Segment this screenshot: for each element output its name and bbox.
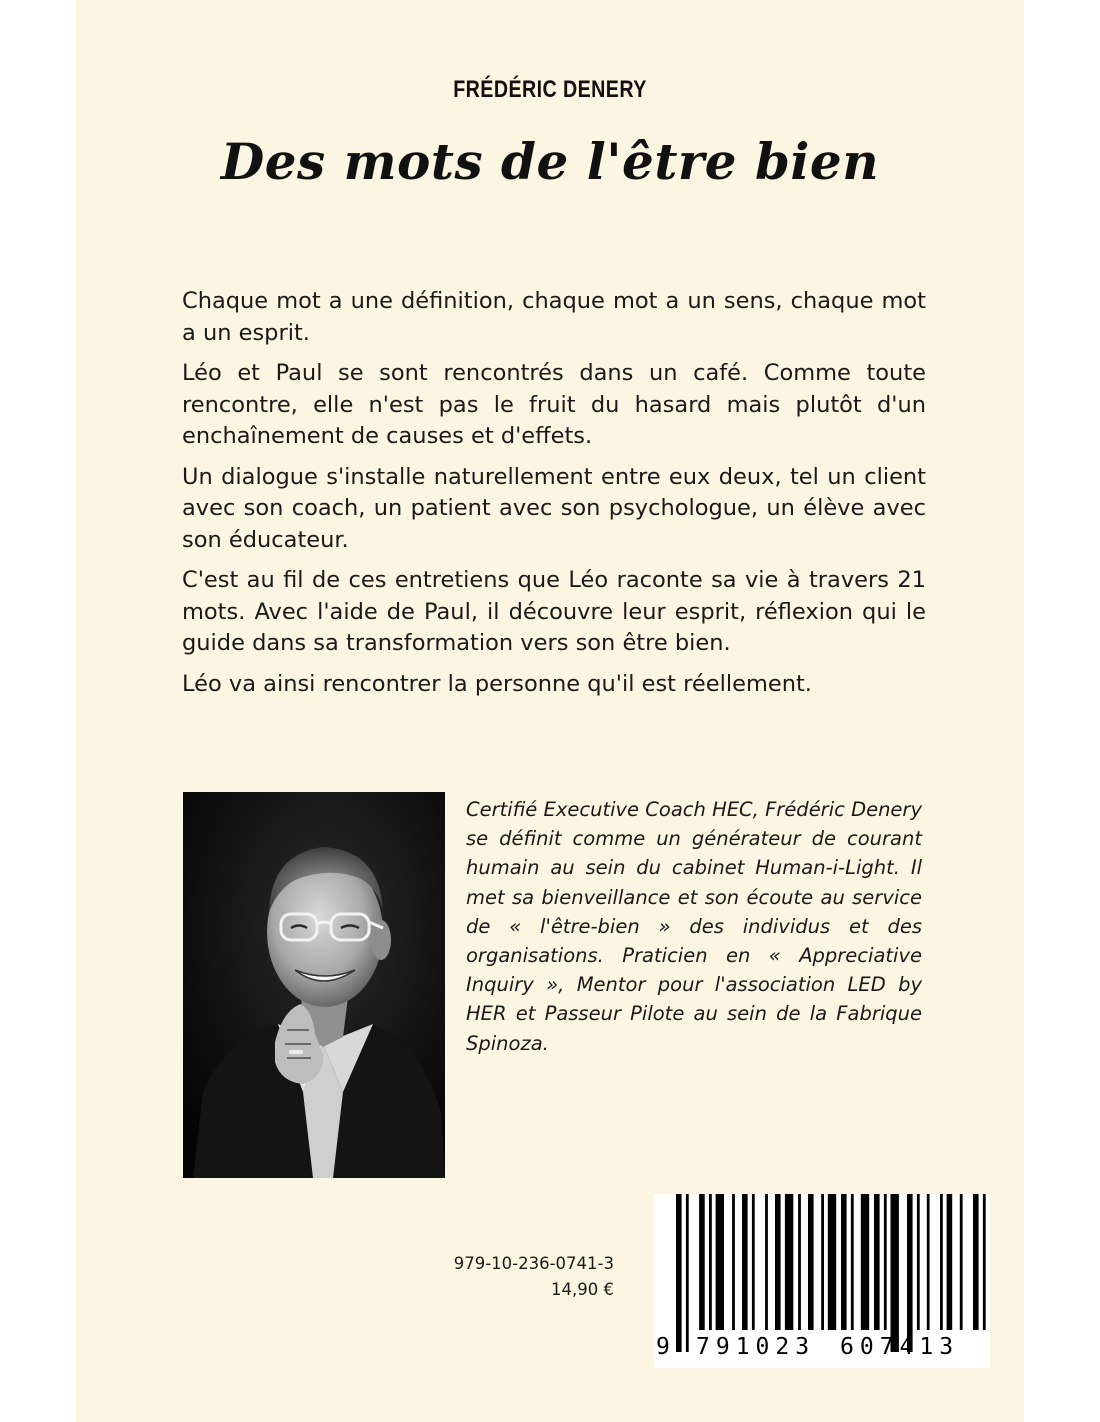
barcode-bar — [927, 1194, 930, 1330]
barcode-digits-left: 791023 — [696, 1334, 816, 1360]
book-title: Des mots de l'être bien — [220, 132, 880, 191]
blurb-paragraph: Léo va ainsi rencontrer la personne qu'il est réellement. — [182, 670, 812, 697]
barcode-bar — [891, 1194, 899, 1352]
barcode-bar — [960, 1194, 963, 1330]
barcode-bar — [841, 1194, 847, 1330]
barcode-bar — [785, 1194, 793, 1330]
author-photo — [183, 792, 445, 1178]
blurb-paragraph: Un dialogue s'installe naturellement entre eux deux, tel un client avec son coach, un patient avec son psychologue, un élève avec son éducateur. — [182, 463, 926, 553]
barcode-bar — [874, 1194, 880, 1330]
barcode-bar — [983, 1194, 986, 1330]
barcode-digits — [654, 1332, 990, 1362]
barcode-digit-first: 9 — [656, 1334, 670, 1360]
isbn-price-block — [454, 1251, 614, 1303]
barcode-bar — [828, 1194, 836, 1330]
barcode-bar — [884, 1194, 887, 1330]
barcode-bar — [742, 1194, 748, 1330]
barcode-bar — [686, 1194, 689, 1352]
blurb — [182, 286, 926, 709]
author-portrait-image — [183, 792, 445, 1178]
barcode-bar — [775, 1194, 781, 1330]
barcode-bar — [798, 1194, 801, 1330]
barcode-bar — [716, 1194, 724, 1330]
barcode — [654, 1194, 990, 1368]
back-cover — [76, 0, 1024, 1422]
barcode-bar — [917, 1194, 920, 1330]
barcode-bar — [709, 1194, 712, 1330]
barcode-bar — [808, 1194, 814, 1330]
author-bio: Certifié Executive Coach HEC, Frédéric Denery se définit comme un générateur de courant humain au sein du cabinet Human-i-Light. Il met sa bienveillance et son écoute au service de « l'être-bien » des individus et des organisations. Praticien en « Appreciative Inquiry », Mentor pour l'association LED by HER et Passeur Pilote au sein de la Fabrique Spinoza. — [466, 798, 922, 1055]
barcode-bar — [752, 1194, 755, 1330]
barcode-digits-right: 607413 — [840, 1334, 960, 1360]
barcode-bar — [821, 1194, 824, 1330]
blurb-paragraph: Chaque mot a une définition, chaque mot a un sens, chaque mot a un esprit. — [182, 288, 926, 346]
blurb-paragraph: C'est au fil de ces entretiens que Léo raconte sa vie à travers 21 mots. Avec l'aide de Paul, il découvre leur esprit, réflexion qui le guide dans sa transformation vers son être bien. — [182, 567, 926, 656]
price: 14,90 € — [551, 1280, 614, 1299]
barcode-bar — [861, 1194, 869, 1330]
barcode-bar — [765, 1194, 768, 1330]
blurb-paragraph: Léo et Paul se sont rencontrés dans un café. Comme toute rencontre, elle n'est pas le fruit du hasard mais plutôt d'un enchaînement de causes et d'effets. — [182, 360, 926, 449]
barcode-bar — [940, 1194, 943, 1330]
barcode-bar — [699, 1194, 705, 1330]
barcode-bar — [732, 1194, 735, 1330]
barcode-bar — [973, 1194, 979, 1330]
barcode-bars — [654, 1194, 990, 1354]
barcode-bar — [907, 1194, 913, 1352]
isbn-number: 979-10-236-0741-3 — [453, 1254, 614, 1273]
barcode-bar — [947, 1194, 953, 1330]
author-name: FRÉDÉRIC DENERY — [453, 76, 647, 103]
barcode-bar — [851, 1194, 854, 1330]
barcode-bar — [676, 1194, 682, 1352]
